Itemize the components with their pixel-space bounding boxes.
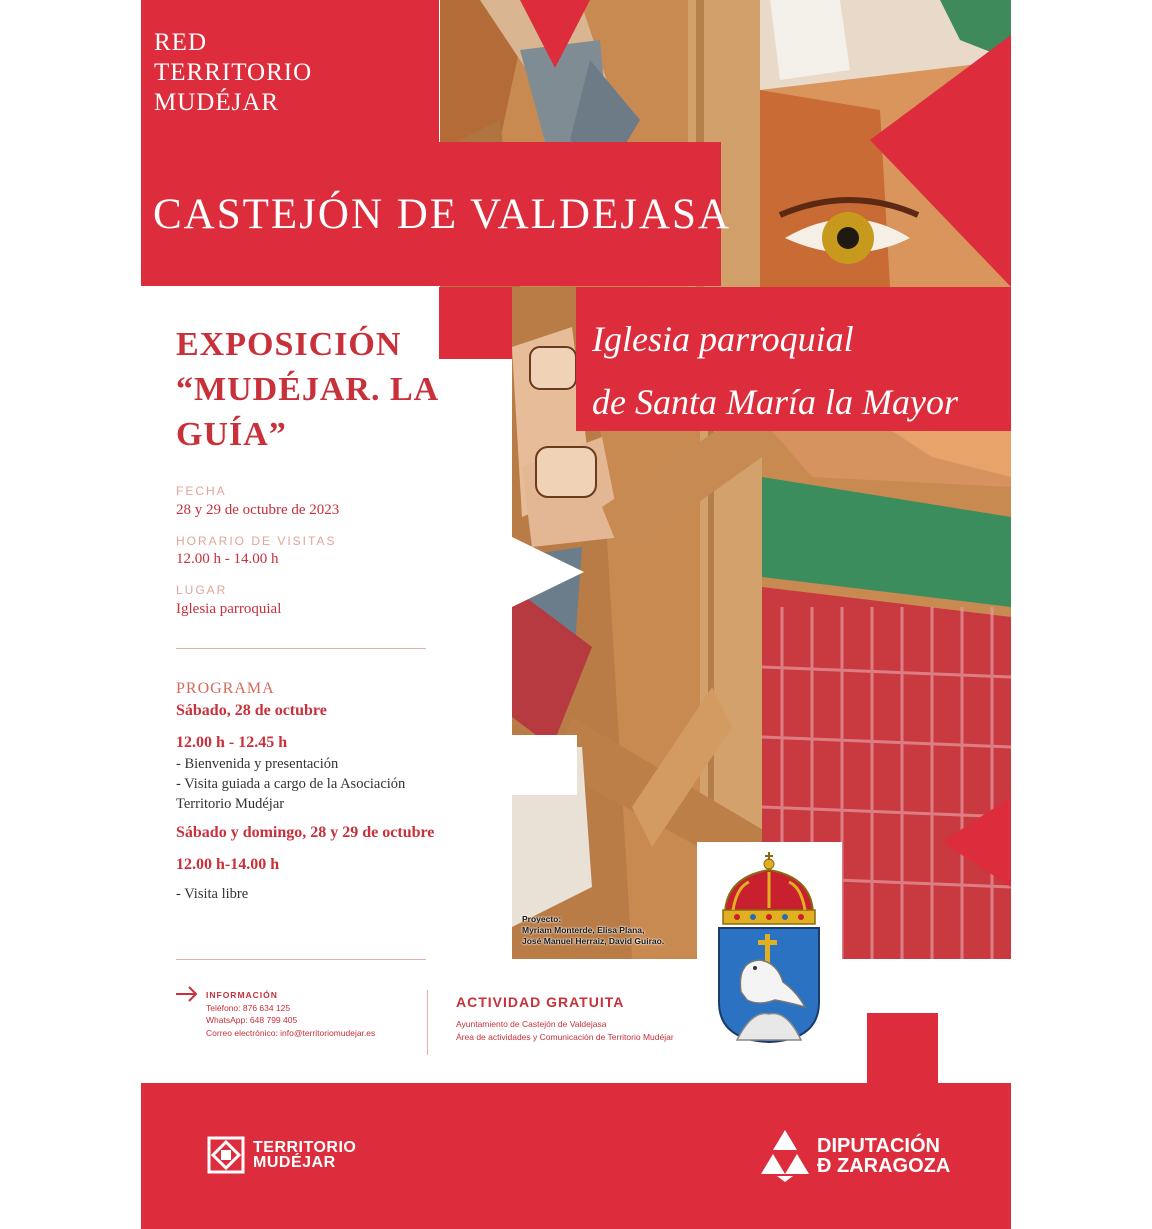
town-title: CASTEJÓN DE VALDEJASA bbox=[153, 191, 731, 238]
footer-right-line-2: Ð ZARAGOZA bbox=[817, 1155, 951, 1177]
footer-left-line-1: TERRITORIO bbox=[253, 1139, 357, 1156]
footer-left-line-2: MUDÉJAR bbox=[253, 1154, 336, 1171]
footer-right-line-1: DIPUTACIÓN bbox=[817, 1135, 940, 1157]
divider bbox=[176, 959, 426, 960]
information-heading: INFORMACIÓN bbox=[206, 990, 278, 1000]
program-day2-items bbox=[176, 884, 248, 904]
program-label: PROGRAMA bbox=[176, 680, 275, 697]
exhibition-title bbox=[176, 322, 456, 457]
location-title bbox=[592, 308, 958, 434]
network-line-3: MUDÉJAR bbox=[154, 89, 280, 116]
credit bbox=[522, 914, 664, 947]
date-label: FECHA bbox=[176, 484, 227, 498]
information-block bbox=[206, 989, 375, 1039]
poster bbox=[141, 0, 1011, 1229]
free-activity-title: ACTIVIDAD GRATUITA bbox=[456, 994, 625, 1010]
location-line-2: de Santa María la Mayor bbox=[592, 382, 958, 422]
location-line-1: Iglesia parroquial bbox=[592, 319, 854, 359]
credit-line-1: Proyecto: bbox=[522, 914, 562, 924]
network-line-1: RED bbox=[154, 29, 207, 56]
program-item: - Bienvenida y presentación bbox=[176, 756, 339, 772]
place-value: Iglesia parroquial bbox=[176, 601, 282, 617]
divider bbox=[176, 648, 426, 649]
vertical-divider bbox=[427, 990, 428, 1055]
program-item: Territorio Mudéjar bbox=[176, 796, 285, 812]
decorative-step bbox=[867, 1013, 938, 1083]
territorio-mudejar-logo-icon bbox=[207, 1136, 245, 1174]
program-day2-time: 12.00 h-14.00 h bbox=[176, 856, 280, 873]
program-item: - Visita libre bbox=[176, 886, 249, 902]
program-day1-items bbox=[176, 754, 405, 814]
program-item: - Visita guiada a cargo de la Asociación bbox=[176, 776, 406, 792]
network-title bbox=[154, 28, 312, 118]
program-day1-heading: Sábado, 28 de octubre bbox=[176, 702, 327, 719]
arrow-right-icon bbox=[175, 985, 199, 1003]
information-email[interactable]: Correo electrónico: info@territoriomudejar.es bbox=[206, 1027, 376, 1038]
network-block bbox=[141, 0, 439, 142]
information-phone: Teléfono: 876 634 125 bbox=[206, 1002, 291, 1013]
coat-of-arms-icon bbox=[697, 842, 842, 1054]
organizer-line-1: Ayuntamiento de Castejón de Valdejasa bbox=[456, 1019, 607, 1029]
information-whatsapp: WhatsApp: 648 799 405 bbox=[206, 1015, 298, 1025]
place-label: LUGAR bbox=[176, 583, 228, 597]
hours-label: HORARIO DE VISITAS bbox=[176, 534, 337, 548]
program-day2-heading: Sábado y domingo, 28 y 29 de octubre bbox=[176, 824, 435, 841]
white-notch bbox=[512, 735, 577, 795]
network-line-2: TERRITORIO bbox=[154, 59, 313, 86]
diputacion-zaragoza-logo-text bbox=[817, 1136, 950, 1176]
territorio-mudejar-logo bbox=[207, 1136, 356, 1174]
credit-line-2: Myriam Monterde, Elisa Plana, bbox=[522, 925, 645, 935]
free-activity-lines bbox=[456, 1018, 674, 1043]
diputacion-zaragoza-logo bbox=[761, 1130, 950, 1182]
organizer-line-2: Área de actividades y Comunicación de Territorio Mudéjar bbox=[456, 1031, 674, 1042]
territorio-mudejar-logo-text bbox=[253, 1140, 356, 1170]
credit-line-3: José Manuel Herraiz, David Guirao. bbox=[522, 936, 665, 946]
program-day1-time: 12.00 h - 12.45 h bbox=[176, 734, 288, 751]
date-value: 28 y 29 de octubre de 2023 bbox=[176, 502, 340, 518]
hours-value: 12.00 h - 14.00 h bbox=[176, 551, 279, 567]
exhibition-line-1: EXPOSICIÓN bbox=[176, 326, 402, 363]
exhibition-line-3: GUÍA” bbox=[176, 416, 287, 453]
exhibition-line-2: “MUDÉJAR. LA bbox=[176, 371, 440, 408]
diputacion-zaragoza-logo-icon bbox=[761, 1130, 809, 1182]
